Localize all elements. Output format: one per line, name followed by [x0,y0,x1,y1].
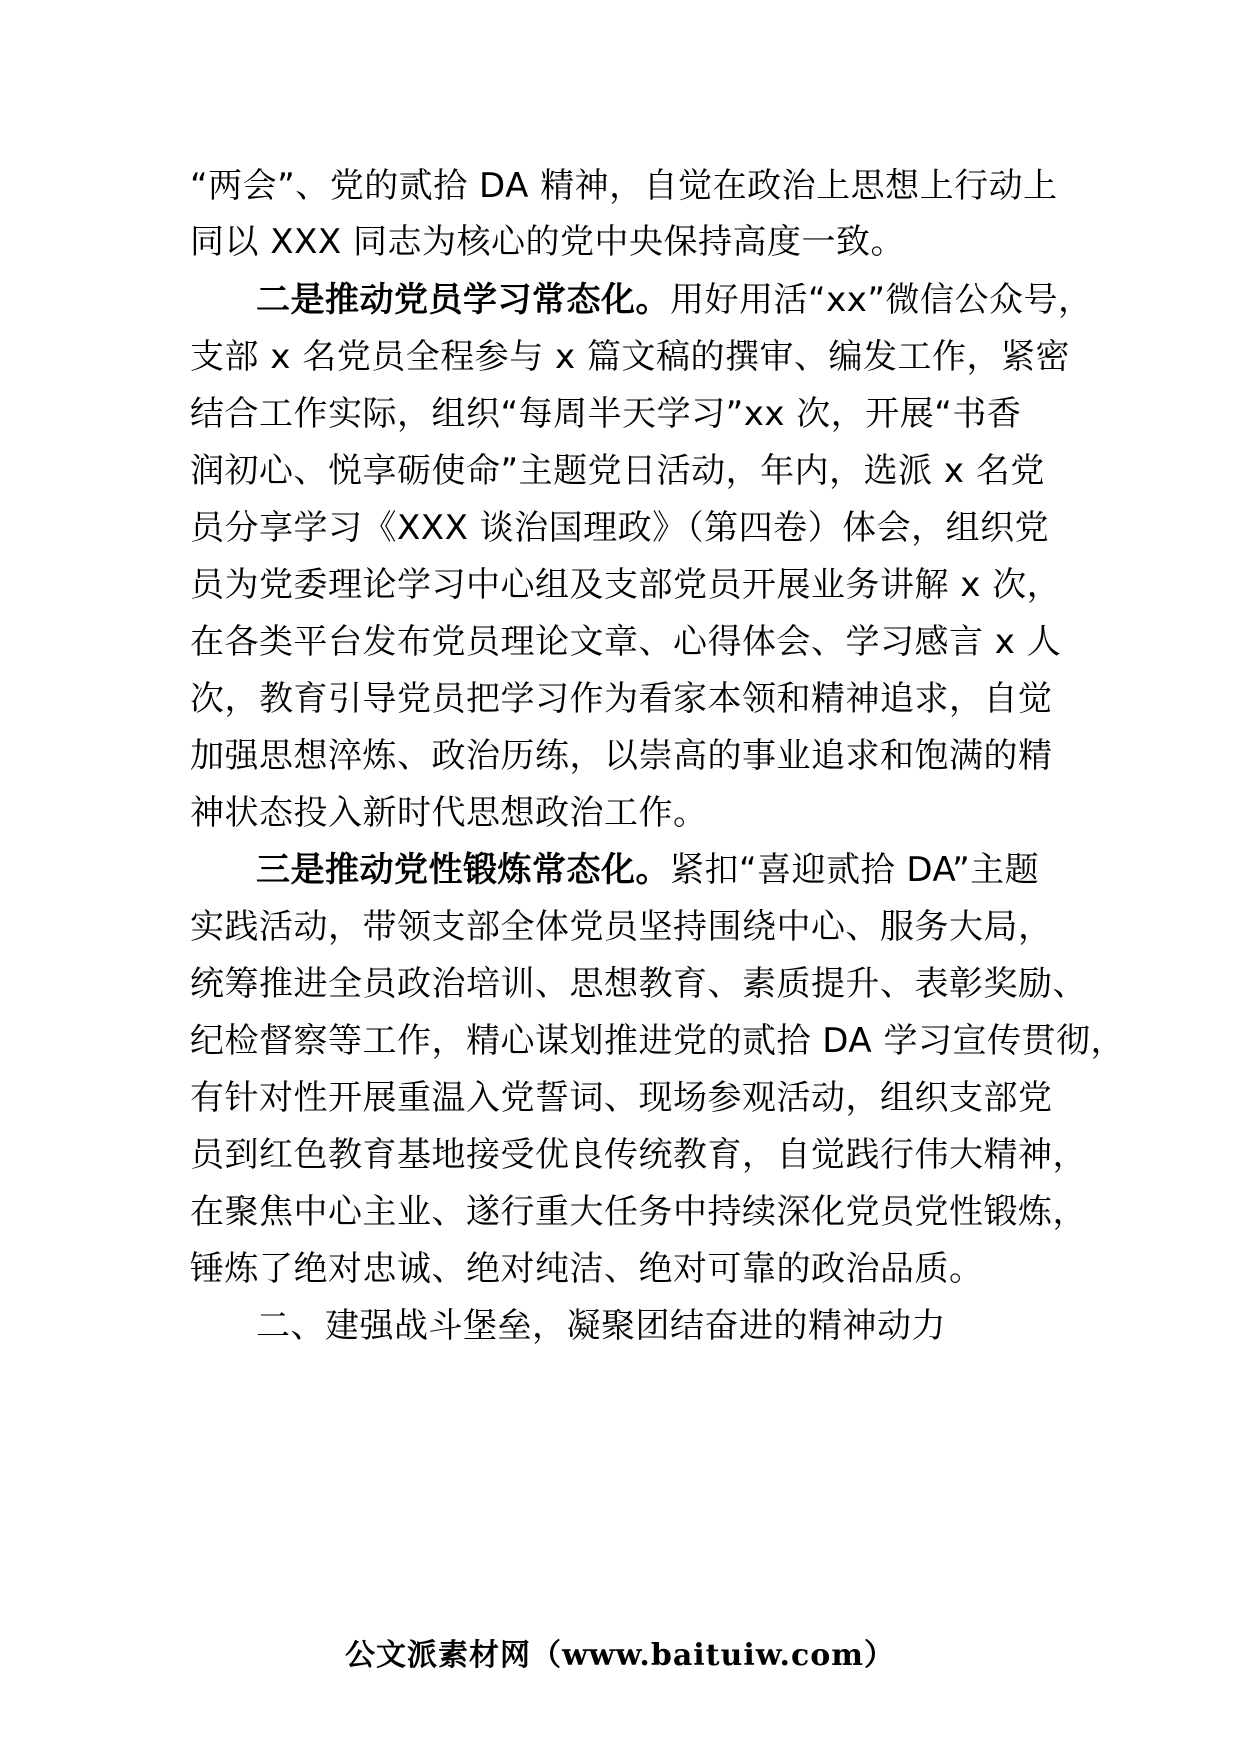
paragraph-line: 加强思想淬炼、政治历练，以崇高的事业追求和饱满的精 [190,736,1053,776]
paragraph-line: 实践活动，带领支部全体党员坚持围绕中心、服务大局， [190,907,1053,947]
paragraph-first-line [256,280,1092,320]
paragraph-line: 锤炼了绝对忠诚、绝对纯洁、绝对可靠的政治品质。 [190,1249,984,1289]
section-heading: 二、建强战斗堡垒，凝聚团结奋进的精神动力 [256,1306,946,1346]
paragraph-heading: 二是推动党员学习常态化。 [256,280,670,320]
paragraph-line: 纪检督察等工作，精心谋划推进党的贰拾 DA 学习宣传贯彻， [190,1021,1125,1061]
paragraph-heading: 三是推动党性锻炼常态化。 [256,850,670,890]
paragraph-line: 员分享学习《XXX 谈治国理政》（第四卷）体会，组织党 [190,508,1050,548]
paragraph-line: “两会”、党的贰拾 DA 精神，自觉在政治上思想上行动上 [190,166,1058,206]
paragraph-line: 同以 XXX 同志为核心的党中央保持高度一致。 [190,222,905,262]
paragraph-line: 润初心、悦享砺使命”主题党日活动，年内，选派 x 名党 [190,451,1045,491]
paragraph-line: 在聚焦中心主业、遂行重大任务中持续深化党员党性锻炼， [190,1192,1087,1232]
paragraph-first-line [256,850,1039,890]
paragraph-line: 结合工作实际，组织“每周半天学习”xx 次，开展“书香 [190,394,1022,434]
paragraph-line: 支部 x 名党员全程参与 x 篇文稿的撰审、编发工作，紧密 [190,337,1070,377]
paragraph-text: 紧扣“喜迎贰拾 DA”主题 [670,850,1040,890]
paragraph-line: 在各类平台发布党员理论文章、心得体会、学习感言 x 人 [190,622,1062,662]
paragraph-text: 用好用活“xx”微信公众号， [670,280,1093,320]
paragraph-line: 神状态投入新时代思想政治工作。 [190,793,708,833]
paragraph-line: 统筹推进全员政治培训、思想教育、素质提升、表彰奖励、 [190,964,1087,1004]
paragraph-line: 次，教育引导党员把学习作为看家本领和精神追求，自觉 [190,679,1053,719]
paragraph-line: 有针对性开展重温入党誓词、现场参观活动，组织支部党 [190,1078,1053,1118]
paragraph-line: 员到红色教育基地接受优良传统教育，自觉践行伟大精神， [190,1135,1087,1175]
page-footer: 公文派素材网（www.baituiw.com） [344,1638,896,1673]
paragraph-line: 员为党委理论学习中心组及支部党员开展业务讲解 x 次， [190,565,1062,605]
